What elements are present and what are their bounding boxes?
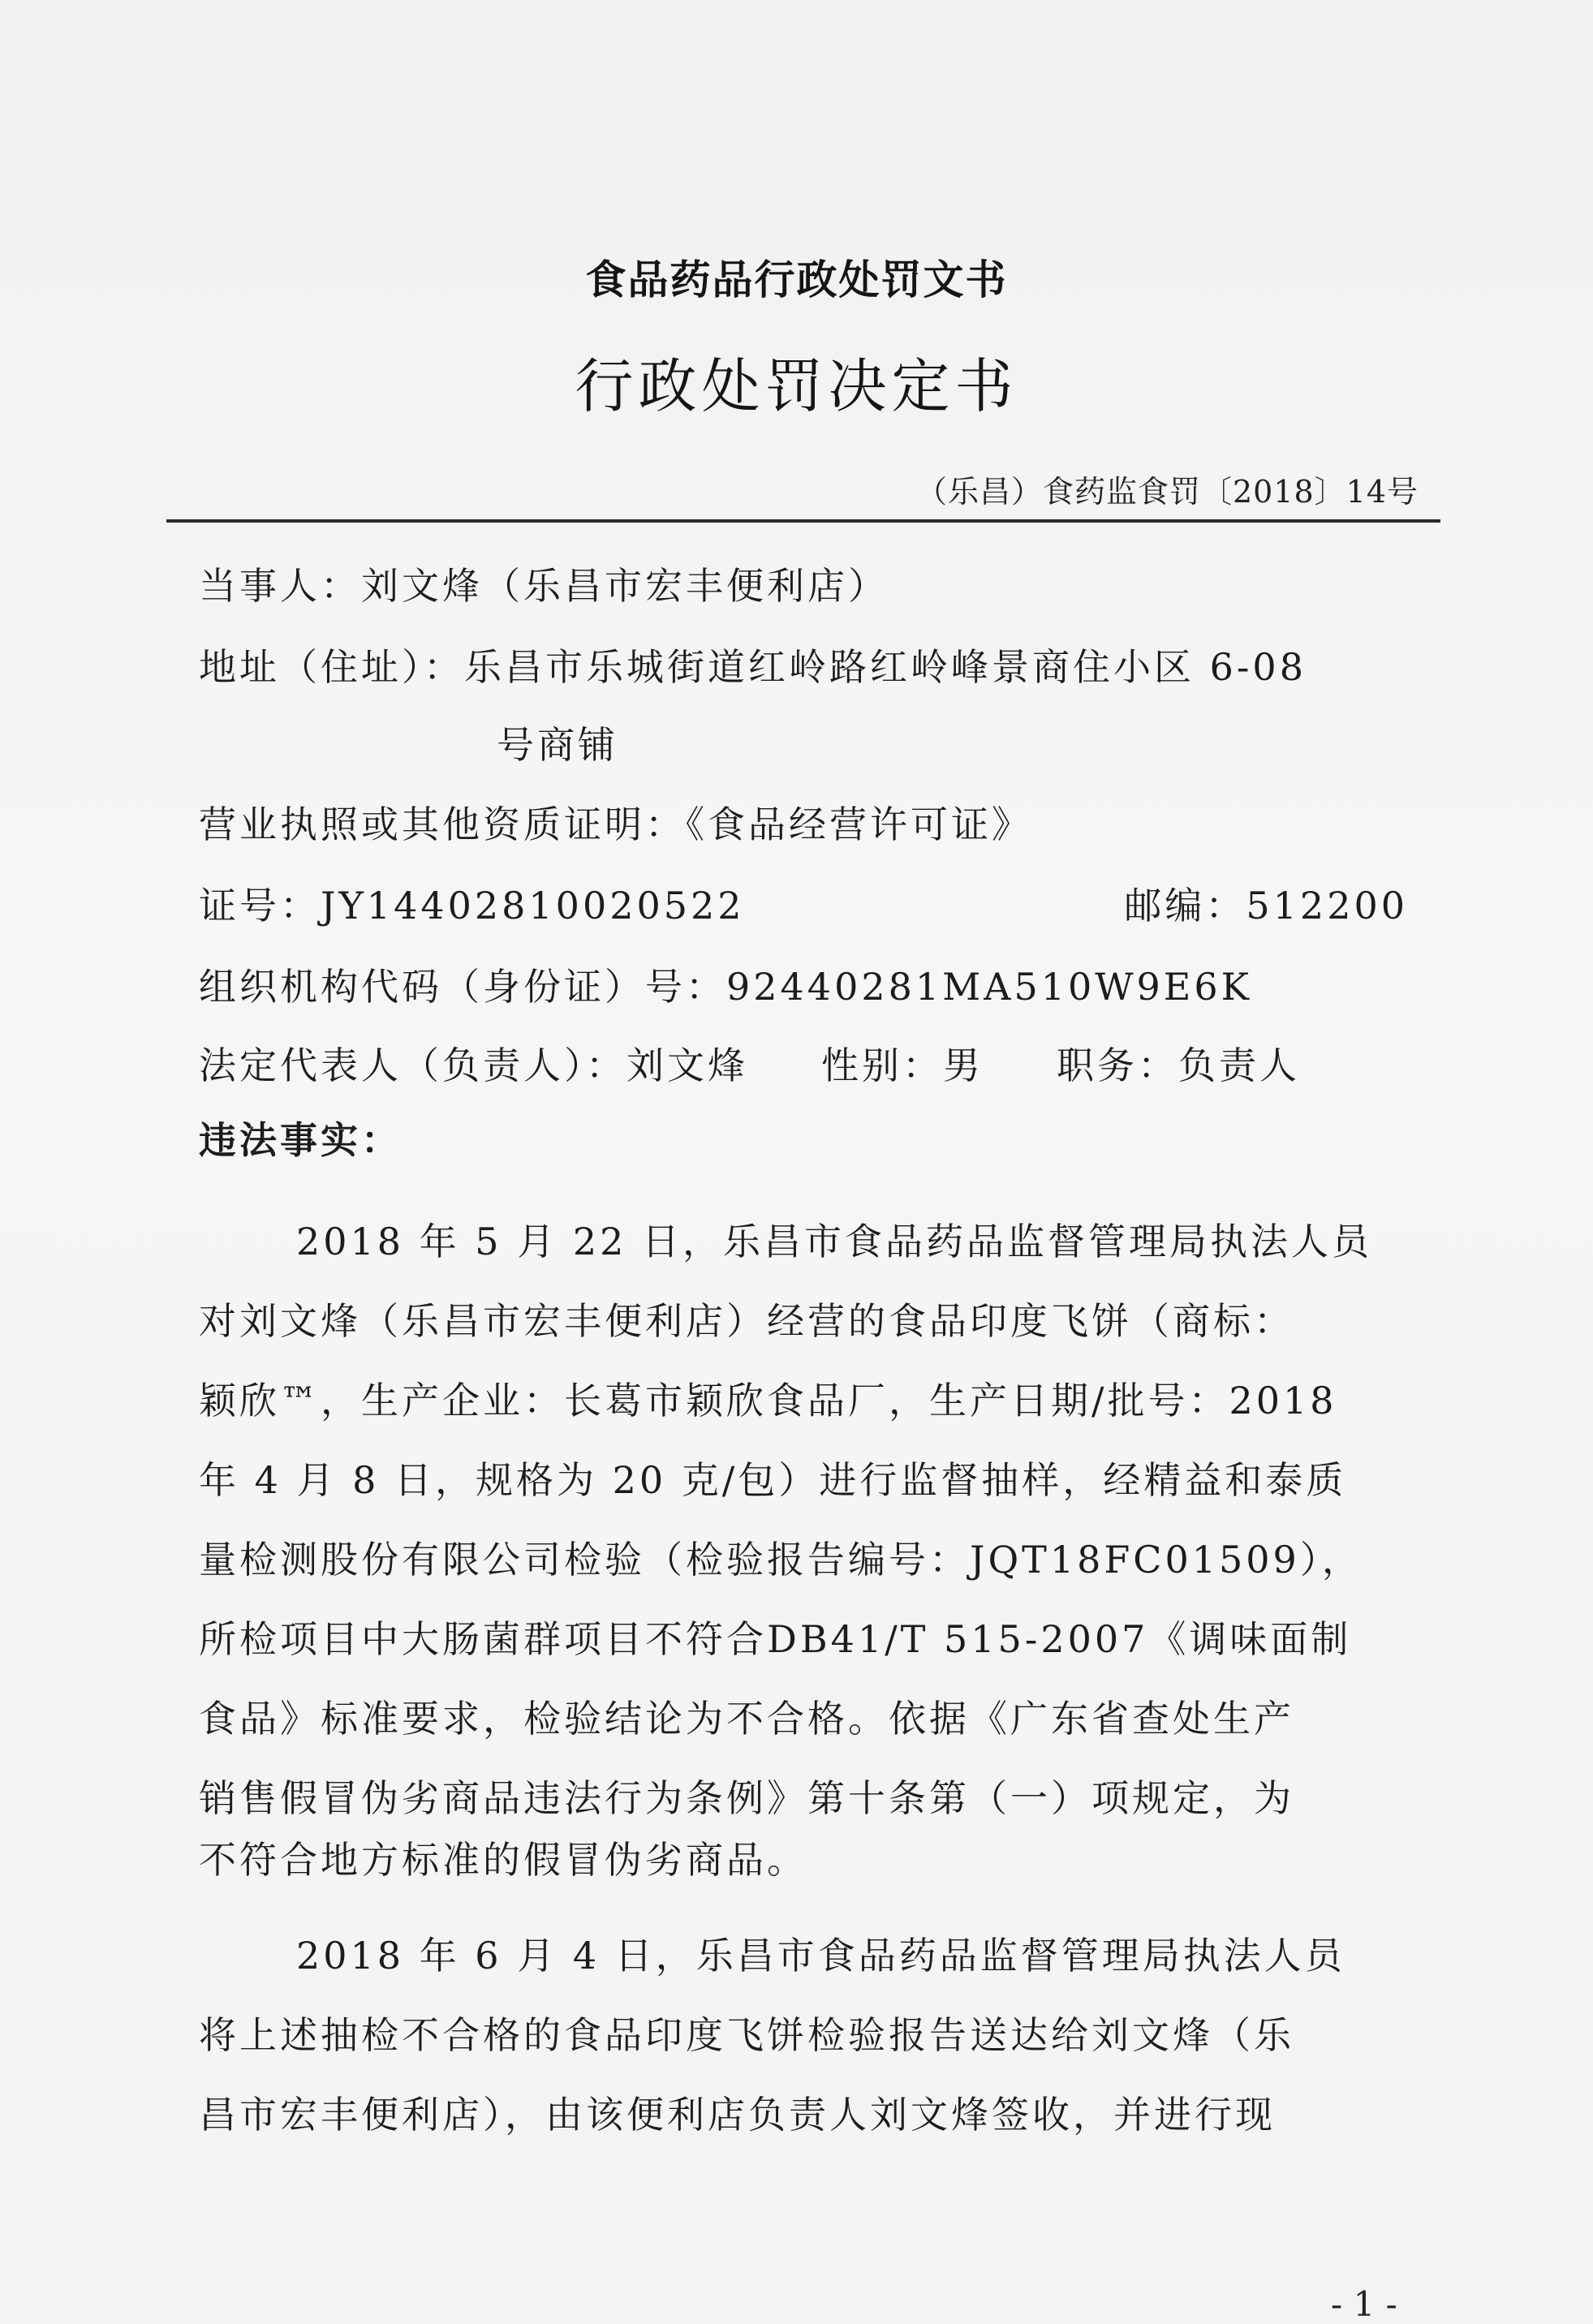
facts-p1-line: 颖欣™，生产企业：长葛市颖欣食品厂，生产日期/批号：2018 [199, 1379, 1337, 1422]
facts-p1-line: 所检项目中大肠菌群项目不符合DB41/T 515-2007《调味面制 [199, 1617, 1352, 1661]
facts-p2-line: 将上述抽检不合格的食品印度飞饼检验报告送达给刘文烽（乐 [199, 2013, 1294, 2057]
facts-p1-line: 食品》标准要求，检验结论为不合格。依据《广东省查处生产 [199, 1697, 1294, 1741]
facts-p1-line: 年 4 月 8 日，规格为 20 克/包）进行监督抽样，经精益和泰质 [199, 1458, 1347, 1502]
header-divider [166, 519, 1440, 523]
facts-heading: 违法事实： [199, 1118, 402, 1162]
party-address-line2: 号商铺 [497, 723, 618, 767]
party-position: 职务：负责人 [1057, 1044, 1300, 1087]
facts-p1-line: 销售假冒伪劣商品违法行为条例》第十条第（一）项规定，为 [199, 1776, 1294, 1820]
page-number: - 1 - [1331, 2284, 1397, 2324]
party-address-line1: 地址（住址）：乐昌市乐城街道红岭路红岭峰景商住小区 6-08 [199, 645, 1307, 689]
party-representative: 法定代表人（负责人）：刘文烽 [199, 1044, 748, 1087]
facts-p2-line: 昌市宏丰便利店），由该便利店负责人刘文烽签收，并进行现 [199, 2093, 1276, 2137]
facts-p1-line: 不符合地方标准的假冒伪劣商品。 [199, 1838, 807, 1882]
facts-p1-line: 2018 年 5 月 22 日，乐昌市食品药品监督管理局执法人员 [296, 1220, 1372, 1263]
party-name: 当事人：刘文烽（乐昌市宏丰便利店） [199, 564, 889, 608]
facts-p1-line: 量检测股份有限公司检验（检验报告编号：JQT18FC01509）， [199, 1538, 1363, 1582]
party-gender: 性别：男 [821, 1044, 984, 1087]
facts-p2-line: 2018 年 6 月 4 日，乐昌市食品药品监督管理局执法人员 [296, 1934, 1345, 1978]
facts-p1-line: 对刘文烽（乐昌市宏丰便利店）经营的食品印度飞饼（商标： [199, 1299, 1294, 1343]
party-representative-row [199, 1041, 1300, 1090]
party-cert-number: 证号：JY14402810020522 [199, 884, 745, 927]
party-org-code: 组织机构代码（身份证）号：92440281MA510W9E6K [199, 965, 1253, 1009]
document-title: 行政处罚决定书 [575, 352, 1018, 420]
document-category: 食品药品行政处罚文书 [585, 256, 1008, 303]
document-number: （乐昌）食药监食罚〔2018〕14号 [915, 474, 1419, 510]
party-postcode: 邮编：512200 [1124, 884, 1408, 927]
party-license: 营业执照或其他资质证明：《食品经营许可证》 [199, 803, 1032, 846]
